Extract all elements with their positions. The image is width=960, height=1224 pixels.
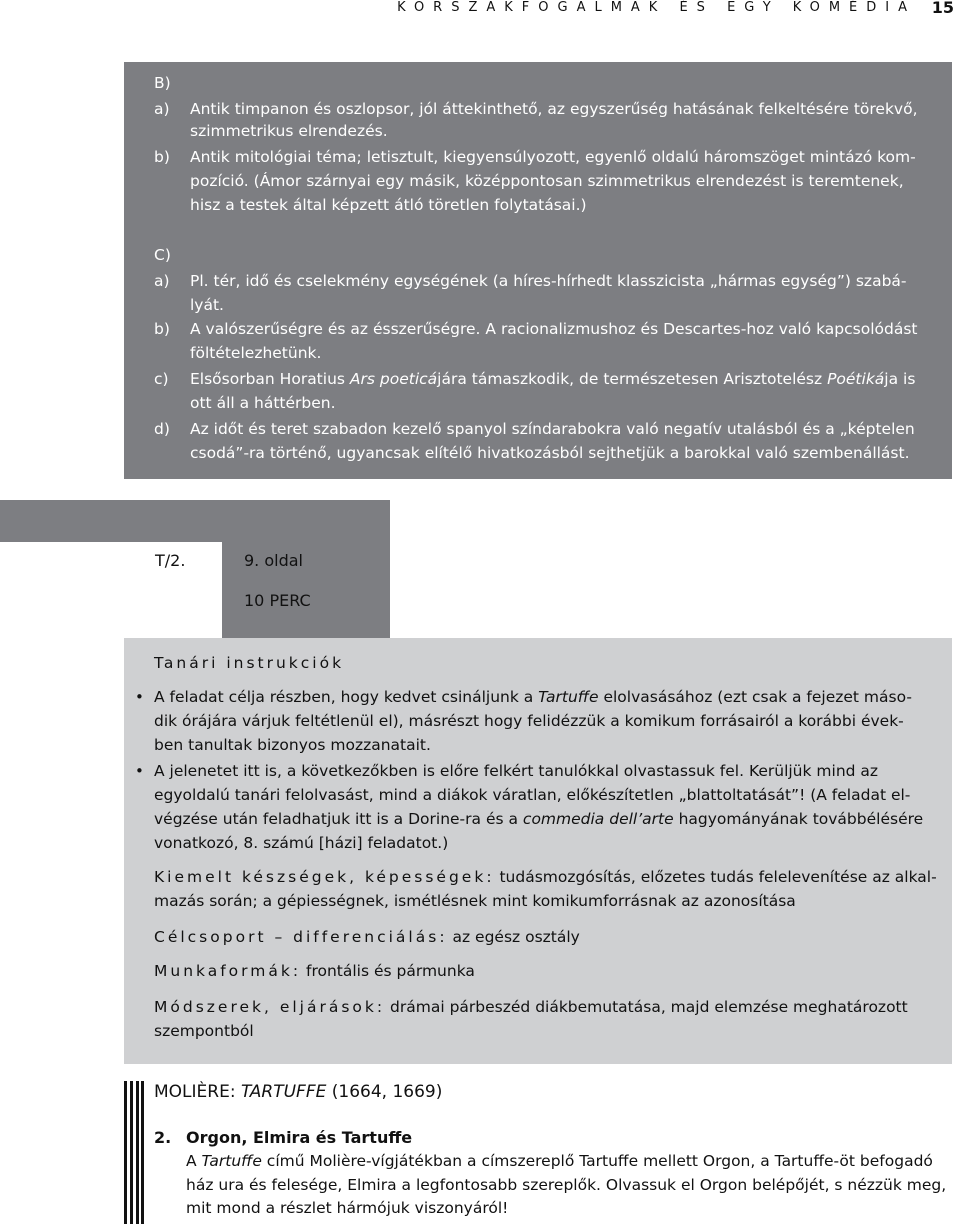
answer-text: föltételezhetünk. — [190, 344, 322, 362]
teacher-instructions-box — [124, 638, 952, 1064]
work-forms-line: Munkaformák: frontális és pármunka — [154, 962, 475, 980]
exercise-text: A Tartuffe című Molière-vígjátékban a címszereplő Tartuffe mellett Orgon, a Tartuffe-öt befogadó — [186, 1152, 933, 1170]
task-page-ref: 9. oldal — [244, 551, 303, 570]
answer-text: Elsősorban Horatius Ars poeticájára támaszkodik, de természetesen Arisztotelész Poétikája is — [190, 370, 916, 388]
answer-text: ott áll a háttérben. — [190, 394, 336, 412]
task-tab-bar — [0, 500, 390, 542]
skills-line: Kiemelt készségek, képességek: tudásmozgósítás, előzetes tudás felelevenítése az alkal- — [154, 868, 937, 886]
exercise-text: mit mond a részlet hármójuk viszonyáról! — [186, 1199, 509, 1217]
answer-text: pozíció. (Ámor szárnyai egy másik, középpontosan szimmetrikus elrendezést is teremtenek, — [190, 172, 904, 190]
running-header-title: KORSZAKFOGALMAK ÉS EGY KOMÉDIA — [397, 0, 916, 15]
item-label: a) — [154, 100, 170, 118]
target-group-label: Célcsoport – differenciálás: — [154, 928, 448, 946]
item-label: b) — [154, 148, 170, 166]
section-c-label: C) — [154, 246, 171, 264]
target-group-line: Célcsoport – differenciálás: az egész osztály — [154, 928, 580, 946]
section-marker-bars — [124, 1081, 144, 1224]
instruction-text: végzése után feladhatjuk itt is a Dorine-ra és a commedia dell’arte hagyományának továbbélésére — [154, 810, 924, 828]
answer-text: Pl. tér, idő és cselekmény egységének (a híres-hírhedt klasszicista „hármas egység”) szabá- — [190, 272, 907, 290]
instruction-text: dik órájára várjuk feltétlenül el), másrészt hogy felidézzük a komikum forrásairól a korábbi évek- — [154, 712, 904, 730]
skills-line: mazás során; a gépiességnek, ismétlésnek mint komikumforrásnak az azonosítása — [154, 892, 796, 910]
exercise-number: 2. — [154, 1128, 172, 1147]
instruction-text: egyoldalú tanári felolvasást, mind a diákok váratlan, előkészítetlen „blattoltatását”! (A feladat el- — [154, 786, 911, 804]
work-title-italic: Ars poeticá — [349, 370, 438, 388]
answer-text: Antik timpanon és oszlopsor, jól áttekinthető, az egyszerűség hatásának felkeltésére törekvő, — [190, 100, 918, 118]
instruction-text: A feladat célja részben, hogy kedvet csináljunk a Tartuffe elolvasásához (ezt csak a fejezet máso- — [154, 688, 912, 706]
task-duration: 10 PERC — [244, 591, 311, 610]
methods-label: Módszerek, eljárások: — [154, 998, 386, 1016]
work-title-italic: Poétiká — [827, 370, 885, 388]
instruction-text: ben tanultak bizonyos mozzanatait. — [154, 736, 431, 754]
item-label: b) — [154, 320, 170, 338]
instruction-text: A jelenetet itt is, a következőkben is előre felkért tanulókkal olvastassuk fel. Kerüljük mind az — [154, 762, 879, 780]
skills-label: Kiemelt készségek, képességek: — [154, 868, 495, 886]
methods-line: Módszerek, eljárások: drámai párbeszéd diákbemutatása, majd elemzése meghatározott — [154, 998, 908, 1016]
instructions-title: Tanári instrukciók — [154, 654, 345, 672]
answer-text: hisz a testek által képzett átló töretlen folytatásai.) — [190, 196, 587, 214]
methods-line: szempontból — [154, 1022, 254, 1040]
running-header — [0, 0, 960, 20]
item-label: a) — [154, 272, 170, 290]
page-number: 15 — [931, 0, 954, 17]
work-title: MOLIÈRE: TARTUFFE (1664, 1669) — [154, 1082, 443, 1102]
answer-text: Antik mitológiai téma; letisztult, kiegyensúlyozott, egyenlő oldalú háromszöget mintázó kom- — [190, 148, 916, 166]
bullet-icon: • — [135, 762, 144, 780]
answer-key-box — [124, 62, 952, 479]
answer-text: csodá”-ra történő, ugyancsak elítélő hivatkozásból sejthetjük a barokkal való szembenállást. — [190, 444, 910, 462]
exercise-text: ház ura és felesége, Elmira a legfontosabb szereplők. Olvassuk el Orgon belépőjét, s nézzük meg, — [186, 1176, 947, 1194]
answer-text: lyát. — [190, 296, 224, 314]
work-forms-label: Munkaformák: — [154, 962, 302, 980]
item-label: c) — [154, 370, 169, 388]
answer-text: A valószerűségre és az ésszerűségre. A racionalizmushoz és Descartes-hoz való kapcsolódást — [190, 320, 918, 338]
answer-text: Az időt és teret szabadon kezelő spanyol színdarabokra való negatív utalásból és a „képtelen — [190, 420, 915, 438]
section-b-label: B) — [154, 74, 171, 92]
instruction-text: vonatkozó, 8. számú [házi] feladatot.) — [154, 834, 449, 852]
bullet-icon: • — [135, 688, 144, 706]
item-label: d) — [154, 420, 170, 438]
answer-text: szimmetrikus elrendezés. — [190, 122, 388, 140]
task-code: T/2. — [155, 551, 186, 570]
exercise-title: Orgon, Elmira és Tartuffe — [186, 1128, 413, 1147]
